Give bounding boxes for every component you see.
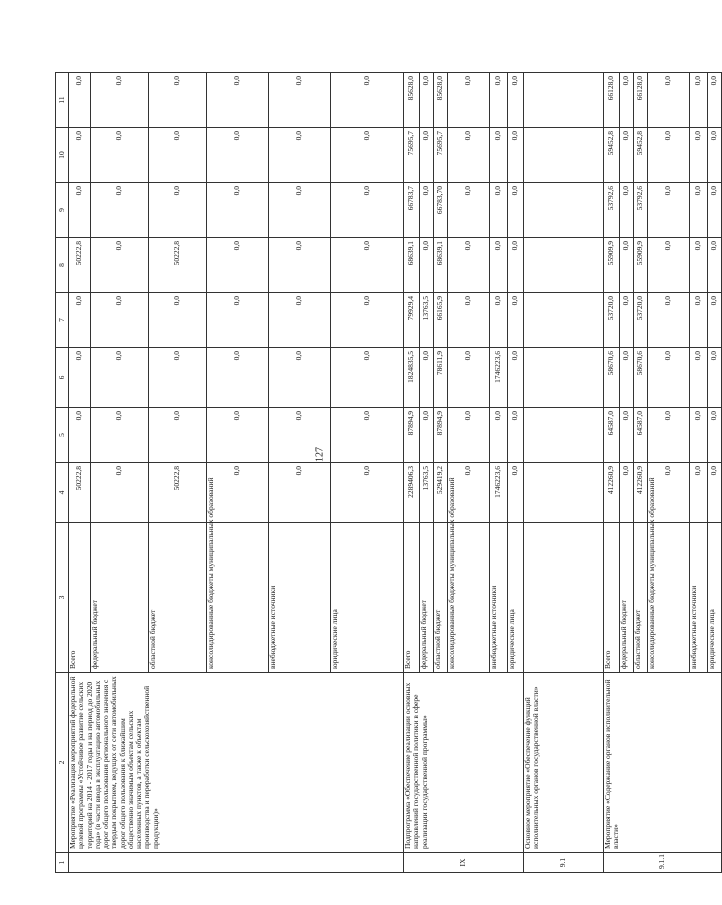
value-cell: 0,0 — [149, 183, 207, 238]
funding-source: внебюджетные источники — [490, 523, 508, 673]
value-cell: 0,0 — [420, 408, 434, 463]
value-cell: 0,0 — [448, 463, 490, 523]
value-cell: 58670,6 — [604, 348, 620, 408]
value-cell: 64587,0 — [604, 408, 620, 463]
value-cell: 0,0 — [508, 238, 524, 293]
value-cell: 0,0 — [690, 128, 708, 183]
value-cell: 0,0 — [508, 348, 524, 408]
value-cell: 53720,0 — [604, 293, 620, 348]
value-cell: 0,0 — [331, 348, 404, 408]
value-cell: 55909,9 — [604, 238, 620, 293]
value-cell: 0,0 — [448, 73, 490, 128]
column-number-3: 3 — [56, 523, 69, 673]
funding-source: Всего — [604, 523, 620, 673]
value-cell: 0,0 — [508, 293, 524, 348]
value-cell: 0,0 — [269, 183, 331, 238]
value-cell: 0,0 — [269, 408, 331, 463]
value-cell: 0,0 — [648, 408, 690, 463]
funding-source: Всего — [69, 523, 91, 673]
funding-source: областной бюджет — [149, 523, 207, 673]
value-cell: 75695,7 — [434, 128, 448, 183]
value-cell: 0,0 — [69, 128, 91, 183]
value-cell: 0,0 — [490, 293, 508, 348]
value-cell: 0,0 — [708, 408, 722, 463]
value-cell — [524, 238, 604, 293]
column-number-7: 7 — [56, 293, 69, 348]
column-number-1: 1 — [56, 853, 69, 873]
value-cell: 0,0 — [508, 408, 524, 463]
activity-name: Мероприятие «Реализация мероприятий федеральной целевой программы «Устойчивое развитие сельских территорий на 2014 - 2017 годы и на период до 2020 года» (в части ввода в эксплуатацию автомобильных дорог общего пользования регионального значения с твердым покрытием, ведущих от сети автомобильных дорог общего пользования к ближайшим общественно значимым объектам сельских населенных пунктов, а также к объектам производства и переработки сельскохозяйственной продукции)» — [69, 673, 404, 853]
value-cell: 0,0 — [91, 128, 149, 183]
value-cell: 0,0 — [708, 293, 722, 348]
value-cell — [524, 408, 604, 463]
funding-source: внебюджетные источники — [690, 523, 708, 673]
value-cell: 68639,1 — [434, 238, 448, 293]
value-cell: 78611,9 — [434, 348, 448, 408]
value-cell: 0,0 — [269, 128, 331, 183]
value-cell: 13763,5 — [420, 293, 434, 348]
funding-source: областной бюджет — [634, 523, 648, 673]
value-cell — [524, 463, 604, 523]
value-cell: 0,0 — [207, 408, 269, 463]
value-cell: 0,0 — [269, 463, 331, 523]
value-cell: 0,0 — [490, 238, 508, 293]
value-cell: 0,0 — [207, 463, 269, 523]
funding-source: федеральный бюджет — [91, 523, 149, 673]
value-cell: 0,0 — [708, 73, 722, 128]
value-cell: 50222,8 — [69, 463, 91, 523]
value-cell: 0,0 — [149, 128, 207, 183]
value-cell: 0,0 — [331, 183, 404, 238]
value-cell: 0,0 — [690, 183, 708, 238]
table-row — [404, 73, 420, 873]
value-cell: 0,0 — [690, 408, 708, 463]
value-cell: 412260,9 — [634, 463, 648, 523]
row-code: 9.1 — [524, 853, 604, 873]
value-cell: 66128,0 — [634, 73, 648, 128]
column-number-10: 10 — [56, 128, 69, 183]
budget-table-sheet — [55, 73, 719, 873]
value-cell: 64587,0 — [634, 408, 648, 463]
value-cell: 0,0 — [420, 128, 434, 183]
value-cell: 0,0 — [448, 293, 490, 348]
activity-name: Мероприятие «Содержание органов исполнительной власти» — [604, 673, 722, 853]
activity-name: Основное мероприятие «Обеспечение функций исполнительных органов государственной власти» — [524, 673, 604, 853]
value-cell: 0,0 — [269, 348, 331, 408]
value-cell: 0,0 — [620, 408, 634, 463]
value-cell: 0,0 — [648, 348, 690, 408]
value-cell: 0,0 — [149, 73, 207, 128]
row-code: IX — [404, 853, 524, 873]
value-cell: 0,0 — [149, 408, 207, 463]
value-cell — [524, 348, 604, 408]
value-cell: 53792,6 — [634, 183, 648, 238]
value-cell: 0,0 — [508, 463, 524, 523]
value-cell — [524, 293, 604, 348]
value-cell: 85628,0 — [404, 73, 420, 128]
funding-source: Всего — [404, 523, 420, 673]
value-cell: 50222,8 — [149, 463, 207, 523]
value-cell: 412260,9 — [604, 463, 620, 523]
value-cell: 0,0 — [620, 73, 634, 128]
page-number: 127 — [314, 447, 326, 462]
value-cell: 0,0 — [508, 183, 524, 238]
activity-name: Подпрограмма «Обеспечение реализации основных направлений государственной политики в сфере реализации государственной программы» — [404, 673, 524, 853]
value-cell: 0,0 — [448, 238, 490, 293]
value-cell: 0,0 — [269, 73, 331, 128]
value-cell: 0,0 — [708, 238, 722, 293]
value-cell: 0,0 — [420, 73, 434, 128]
value-cell: 0,0 — [448, 348, 490, 408]
table-row — [604, 73, 620, 873]
value-cell: 0,0 — [91, 238, 149, 293]
value-cell: 0,0 — [490, 73, 508, 128]
value-cell: 0,0 — [69, 408, 91, 463]
value-cell: 0,0 — [331, 463, 404, 523]
value-cell: 0,0 — [269, 293, 331, 348]
value-cell: 0,0 — [708, 463, 722, 523]
value-cell: 79929,4 — [404, 293, 420, 348]
value-cell: 0,0 — [149, 293, 207, 348]
funding-source: юридические лица — [708, 523, 722, 673]
value-cell: 0,0 — [648, 463, 690, 523]
value-cell: 0,0 — [690, 293, 708, 348]
value-cell: 0,0 — [420, 183, 434, 238]
value-cell: 0,0 — [490, 128, 508, 183]
value-cell: 85628,0 — [434, 73, 448, 128]
value-cell: 0,0 — [648, 183, 690, 238]
value-cell: 0,0 — [207, 348, 269, 408]
value-cell: 53792,6 — [604, 183, 620, 238]
column-number-row — [56, 73, 69, 873]
funding-source: федеральный бюджет — [620, 523, 634, 673]
value-cell: 0,0 — [331, 408, 404, 463]
budget-table — [55, 72, 722, 873]
funding-source: федеральный бюджет — [420, 523, 434, 673]
value-cell: 0,0 — [690, 463, 708, 523]
value-cell: 0,0 — [207, 238, 269, 293]
value-cell: 0,0 — [91, 348, 149, 408]
value-cell: 66165,9 — [434, 293, 448, 348]
funding-source: консолидированные бюджеты муниципальных образований — [207, 523, 269, 673]
value-cell: 0,0 — [708, 183, 722, 238]
value-cell: 0,0 — [207, 183, 269, 238]
value-cell: 0,0 — [69, 293, 91, 348]
value-cell: 0,0 — [690, 348, 708, 408]
value-cell: 0,0 — [690, 238, 708, 293]
value-cell: 0,0 — [207, 73, 269, 128]
value-cell: 0,0 — [490, 408, 508, 463]
value-cell: 0,0 — [648, 128, 690, 183]
funding-source: консолидированные бюджеты муниципальных образований — [648, 523, 690, 673]
value-cell: 0,0 — [508, 128, 524, 183]
row-code — [69, 853, 404, 873]
value-cell: 0,0 — [648, 73, 690, 128]
value-cell: 1746223,6 — [490, 348, 508, 408]
funding-source: областной бюджет — [434, 523, 448, 673]
value-cell: 58670,6 — [634, 348, 648, 408]
value-cell: 0,0 — [690, 73, 708, 128]
value-cell: 87894,9 — [404, 408, 420, 463]
value-cell: 59452,8 — [604, 128, 620, 183]
value-cell: 0,0 — [490, 183, 508, 238]
value-cell: 529419,2 — [434, 463, 448, 523]
value-cell: 0,0 — [620, 128, 634, 183]
value-cell: 0,0 — [91, 73, 149, 128]
value-cell: 0,0 — [207, 293, 269, 348]
value-cell: 0,0 — [91, 293, 149, 348]
value-cell: 0,0 — [620, 183, 634, 238]
row-code: 9.1.1 — [604, 853, 722, 873]
value-cell: 0,0 — [420, 238, 434, 293]
value-cell: 0,0 — [69, 73, 91, 128]
value-cell: 0,0 — [648, 238, 690, 293]
value-cell: 0,0 — [448, 408, 490, 463]
value-cell: 1746223,6 — [490, 463, 508, 523]
value-cell: 0,0 — [269, 238, 331, 293]
funding-source: внебюджетные источники — [269, 523, 331, 673]
value-cell: 0,0 — [708, 348, 722, 408]
value-cell: 0,0 — [448, 128, 490, 183]
funding-source: консолидированные бюджеты муниципальных образований — [448, 523, 490, 673]
value-cell: 50222,8 — [149, 238, 207, 293]
value-cell: 0,0 — [331, 293, 404, 348]
value-cell: 66128,0 — [604, 73, 620, 128]
value-cell: 0,0 — [331, 238, 404, 293]
value-cell: 0,0 — [91, 463, 149, 523]
value-cell: 0,0 — [331, 73, 404, 128]
value-cell: 68639,1 — [404, 238, 420, 293]
funding-source: юридические лица — [508, 523, 524, 673]
funding-source: юридические лица — [331, 523, 404, 673]
value-cell: 0,0 — [69, 348, 91, 408]
value-cell: 0,0 — [648, 293, 690, 348]
column-number-6: 6 — [56, 348, 69, 408]
value-cell: 0,0 — [620, 238, 634, 293]
table-row — [69, 73, 91, 873]
value-cell: 87894,9 — [434, 408, 448, 463]
value-cell: 66783,7 — [404, 183, 420, 238]
column-number-5: 5 — [56, 408, 69, 463]
value-cell — [524, 183, 604, 238]
funding-source — [524, 523, 604, 673]
value-cell: 0,0 — [331, 128, 404, 183]
value-cell: 0,0 — [508, 73, 524, 128]
value-cell: 50222,8 — [69, 238, 91, 293]
column-number-4: 4 — [56, 463, 69, 523]
column-number-8: 8 — [56, 238, 69, 293]
table-row — [524, 73, 604, 873]
value-cell: 0,0 — [149, 348, 207, 408]
value-cell: 0,0 — [69, 183, 91, 238]
value-cell: 1824835,5 — [404, 348, 420, 408]
column-number-9: 9 — [56, 183, 69, 238]
value-cell — [524, 128, 604, 183]
value-cell: 0,0 — [448, 183, 490, 238]
value-cell: 59452,8 — [634, 128, 648, 183]
value-cell: 0,0 — [708, 128, 722, 183]
value-cell: 0,0 — [620, 293, 634, 348]
value-cell: 75695,7 — [404, 128, 420, 183]
value-cell: 2289406,3 — [404, 463, 420, 523]
value-cell: 13763,5 — [420, 463, 434, 523]
value-cell — [524, 73, 604, 128]
table-frame — [55, 73, 719, 873]
value-cell: 0,0 — [91, 408, 149, 463]
column-number-2: 2 — [56, 673, 69, 853]
value-cell: 66783,70 — [434, 183, 448, 238]
value-cell: 0,0 — [207, 128, 269, 183]
value-cell: 53720,0 — [634, 293, 648, 348]
value-cell: 0,0 — [620, 463, 634, 523]
value-cell: 0,0 — [420, 348, 434, 408]
column-number-11: 11 — [56, 73, 69, 128]
value-cell: 0,0 — [620, 348, 634, 408]
value-cell: 0,0 — [91, 183, 149, 238]
value-cell: 55909,9 — [634, 238, 648, 293]
